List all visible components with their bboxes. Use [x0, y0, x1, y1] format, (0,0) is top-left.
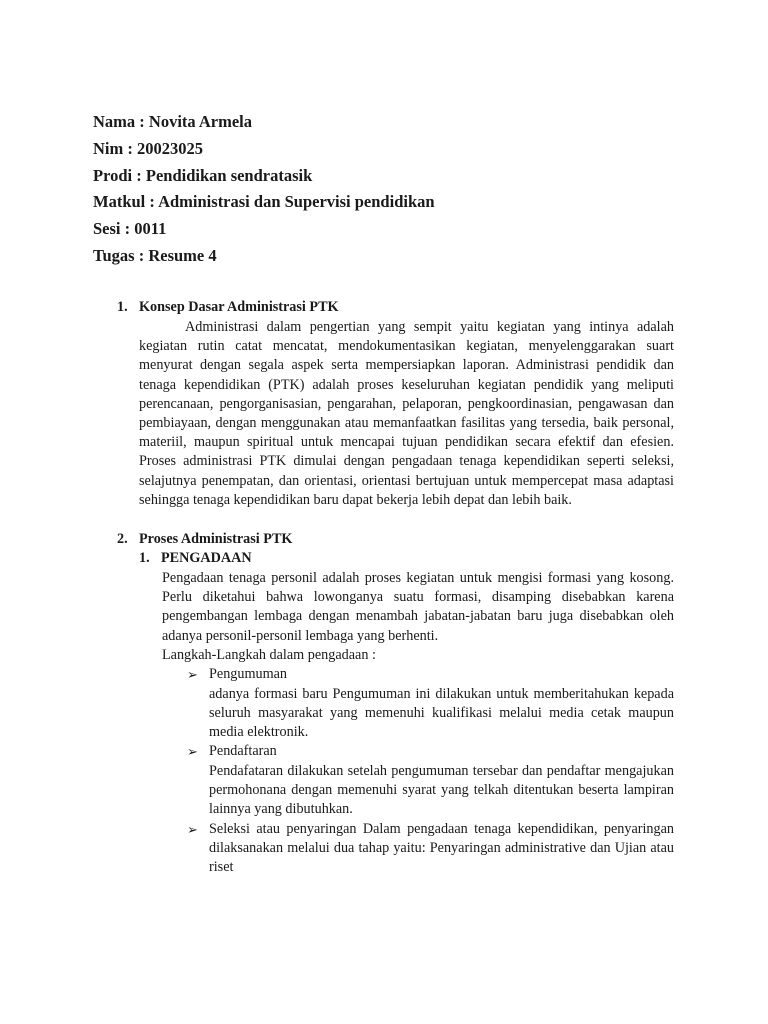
assignment-title: Tugas : Resume 4	[93, 245, 217, 265]
subsection-number: 1.	[139, 550, 150, 566]
step-1-text: adanya formasi baru Pengumuman ini dilakukan untuk memberitahukan kepada seluruh masyarakat yang memenuhi kualifikasi melalui media cetak maupun media elektronik.	[209, 686, 674, 741]
section-number: 2.	[117, 531, 128, 547]
step-1-title: Pengumuman	[209, 666, 288, 682]
section-title: Proses Administrasi PTK	[139, 531, 293, 547]
student-name: Nama : Novita Armela	[93, 112, 253, 131]
student-id: Nim : 20023025	[93, 138, 203, 158]
step-2-text: Pendafataran dilakukan setelah pengumuman tersebar dan pendaftar mengajukan permohonana dengan memenuhi syarat yang telkah ditentukan beserta lampiran lainnya yang dibutuhkan.	[209, 763, 674, 818]
arrow-bullet-icon: ➢	[187, 822, 198, 837]
section-1-paragraph: Administrasi dalam pengertian yang sempit yaitu kegiatan yang intinya adalah kegiatan rutin catat mencatat, mendokumentasikan kegiatan, menyelenggarakan suart menyurat dengan segala aspek serta mempersiapkan laporan. Administrasi pendidik dan tenaga kependidikan (PTK) adalah proses keseluruhan kegiatan pendidik yang meliputi perencanaan, pengorganisasian, pengarahan, pelaporan, pengkoordinasian, pengawasan dan pembiayaan, dengan menggunakan atau memanfaatkan fasilitas yang tersedia, baik personal, materiil, maupun spiritual untuk mencapai tujuan pendidikan secara efektif dan efesien. Proses administrasi PTK dimulai dengan pengadaan tenaga kependidikan seperti seleksi, selajutnya penempatan, dan orientasi, orientasi bertujuan untuk mempercepat masa adaptasi sehingga tenaga kependidikan baru dapat bekerja lebih depat dan lebih baik.	[139, 319, 674, 508]
session-number: Sesi : 0011	[93, 219, 167, 239]
course-name: Matkul : Administrasi dan Supervisi pendidikan	[93, 192, 435, 212]
step-3-text: Seleksi atau penyaringan Dalam pengadaan tenaga kependidikan, penyaringan dilaksanakan melalui dua tahap yaitu: Penyaringan administrative dan Ujian atau riset	[209, 821, 674, 876]
section-title: Konsep Dasar Administrasi PTK	[139, 299, 339, 315]
steps-intro: Langkah-Langkah dalam pengadaan :	[162, 647, 376, 663]
student-info-header	[93, 109, 435, 270]
section-number: 1.	[117, 299, 128, 315]
subsection-title: PENGADAAN	[161, 550, 252, 566]
arrow-bullet-icon: ➢	[187, 667, 198, 682]
study-program: Prodi : Pendidikan sendratasik	[93, 165, 313, 185]
step-2-title: Pendaftaran	[209, 743, 277, 759]
arrow-bullet-icon: ➢	[187, 744, 198, 759]
subsection-1-paragraph: Pengadaan tenaga personil adalah proses kegiatan untuk mengisi formasi yang kosong. Perlu diketahui bahwa lowonganya suatu formasi, disamping disebabkan karena pengembangan lembaga dengan menambah jabatan-jabatan baru juga disebabkan oleh adanya personil-personil lembaga yang berhenti.	[162, 570, 674, 644]
